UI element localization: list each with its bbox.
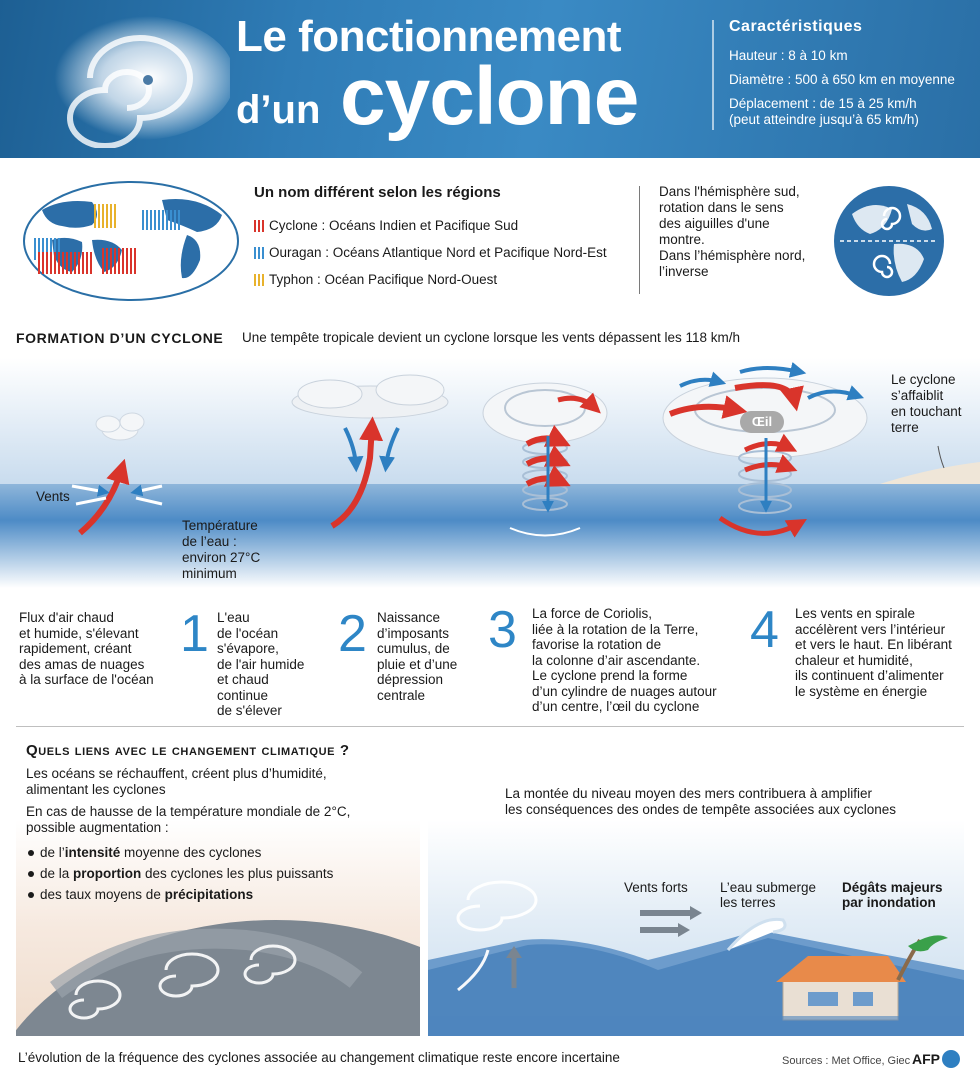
intro-line: à la surface de l'océan (19, 672, 154, 687)
hemi-line: l’inverse (659, 264, 709, 279)
name-ouragan (254, 245, 607, 260)
climate-paragraph-2 (26, 804, 350, 836)
intro-line: des amas de nuages (19, 656, 145, 672)
name-ouragan-label: Ouragan : Océans Atlantique Nord et Pacifique Nord-Est (269, 245, 607, 260)
temp-line: Température (182, 518, 258, 533)
step-line: cumulus, de (377, 641, 450, 656)
name-cyclone (254, 218, 518, 233)
bullet-post: moyenne des cyclones (120, 845, 262, 860)
bullet-bold: intensité (64, 845, 121, 860)
satellite-storm-icon (30, 8, 230, 148)
step-number-4: 4 (750, 601, 779, 659)
climate-line: En cas de hausse de la température mondiale de 2°C, (26, 804, 351, 819)
bullet-pre: de la (40, 866, 74, 881)
step-line: et chaud (217, 672, 269, 687)
name-typhon-label: Typhon : Océan Pacifique Nord-Ouest (269, 272, 498, 287)
weak-line: en touchant (891, 404, 962, 419)
sea-level-text (505, 786, 896, 818)
damage-line: par inondation (842, 895, 936, 910)
header-divider (712, 20, 714, 130)
title-line-2a: d’un (236, 88, 321, 132)
climate-surge-panel (428, 820, 964, 1036)
sea-line: les conséquences des ondes de tempête associées aux cyclones (505, 802, 896, 817)
step-line: La force de Coriolis, (532, 606, 653, 621)
hemi-line: Dans l'hémisphère sud, (659, 184, 800, 199)
globe-rotation-icon (832, 184, 946, 298)
climate-line: possible augmentation : (26, 820, 169, 835)
step-line: de l'océan (217, 625, 279, 641)
title-line-2b: cyclone (340, 51, 639, 142)
hemi-line: montre. (659, 232, 705, 247)
step-line: pluie et d’une (377, 656, 458, 672)
step-line: s'évapore, (217, 641, 279, 656)
temp-line: de l’eau : (182, 534, 237, 549)
afp-logo-text: AFP (912, 1051, 940, 1067)
step-line: chaleur et humidité, (795, 652, 913, 668)
sources-text: Sources : Met Office, Giec (782, 1055, 911, 1067)
water-submerge-label (720, 880, 816, 910)
step-line: ils continuent d’alimenter (795, 668, 944, 683)
hemisphere-text (659, 184, 839, 280)
step-line: de l'air humide (217, 656, 305, 672)
char-height: Hauteur : 8 à 10 km (729, 48, 848, 63)
step-line: accélèrent vers l’intérieur (795, 621, 946, 637)
hemi-line: Dans l’hémisphère nord, (659, 248, 806, 263)
bullet-bold: proportion (73, 866, 142, 881)
afp-logo (912, 1050, 960, 1068)
step-line: d’un centre, l’œil du cyclone (532, 699, 700, 714)
step-line: Le cyclone prend la forme (532, 668, 688, 683)
step-line: la colonne d’air ascendante. (532, 652, 701, 668)
water-line: les terres (720, 895, 776, 910)
bullet-dot-icon (28, 871, 34, 877)
step-1-text (217, 610, 304, 719)
red-stripe-icon (254, 220, 264, 232)
step-4-text (795, 606, 952, 699)
bullet-proportion (28, 866, 333, 881)
char-diameter: Diamètre : 500 à 650 km en moyenne (729, 72, 955, 87)
step-line: Les vents en spirale (795, 606, 916, 621)
climate-line: alimentant les cyclones (26, 782, 166, 797)
char-movement-note: (peut atteindre jusqu’à 65 km/h) (729, 112, 919, 127)
step-number-1: 1 (180, 605, 209, 663)
bullet-dot-icon (28, 892, 34, 898)
strong-winds-label: Vents forts (624, 880, 688, 895)
hemi-line: rotation dans le sens (659, 200, 784, 215)
intro-line: et humide, s'élevant (19, 625, 139, 641)
formation-subtitle: Une tempête tropicale devient un cyclone lorsque les vents dépassent les 118 km/h (242, 330, 741, 345)
step-number-3: 3 (488, 601, 517, 659)
intro-line: Flux d'air chaud (19, 610, 114, 625)
step-line: L'eau (217, 610, 250, 625)
temp-line: minimum (182, 566, 237, 581)
name-cyclone-label: Cyclone : Océans Indien et Pacifique Sud (269, 218, 519, 233)
step-line: de s'élever (217, 703, 282, 718)
afp-dot-icon (942, 1050, 960, 1068)
step-line: d’un cylindre de nuages autour (532, 683, 717, 699)
temp-line: environ 27°C (182, 550, 261, 565)
damage-line: Dégâts majeurs (842, 880, 943, 895)
vents-label: Vents (36, 489, 70, 504)
bullet-precipitation (28, 887, 253, 902)
world-map-icon (22, 180, 240, 302)
weak-line: Le cyclone (891, 372, 956, 387)
step-3-text (532, 606, 717, 715)
bullet-intensity (28, 845, 261, 860)
names-divider (639, 186, 640, 294)
title-line-1: Le fonctionnement (236, 12, 622, 61)
formation-scene (0, 358, 980, 588)
step-line: continue (217, 687, 269, 703)
climate-line: Les océans se réchauffent, créent plus d’humidité, (26, 766, 327, 781)
step-line: le système en énergie (795, 683, 928, 699)
step-line: Naissance (377, 610, 441, 625)
bullet-dot-icon (28, 850, 34, 856)
storm-surge-illustration (428, 820, 964, 1036)
water-line: L’eau submerge (720, 880, 817, 895)
formation-title: FORMATION D’UN CYCLONE (16, 330, 224, 346)
step-line: dépression (377, 672, 444, 687)
water-temperature-label (182, 518, 302, 582)
step-number-2: 2 (338, 605, 367, 663)
step-line: liée à la rotation de la Terre, (532, 621, 699, 637)
climate-paragraph-1 (26, 766, 327, 798)
bullet-bold: précipitations (164, 887, 254, 902)
sea-line: La montée du niveau moyen des mers contribuera à amplifier (505, 786, 872, 801)
step-2-text (377, 610, 457, 703)
footer-note: L’évolution de la fréquence des cyclones associée au changement climatique reste encore incertaine (18, 1050, 620, 1065)
step-line: d’imposants (377, 625, 450, 641)
char-movement: Déplacement : de 15 à 25 km/h (729, 96, 917, 111)
step-line: et vers le haut. En libérant (795, 637, 952, 652)
weak-line: terre (891, 420, 919, 435)
header-banner (0, 0, 980, 158)
hemi-line: des aiguilles d'une (659, 216, 770, 231)
intro-text (19, 610, 154, 688)
name-typhon (254, 272, 497, 287)
intro-line: rapidement, créant (19, 641, 132, 656)
weakens-label (891, 372, 980, 436)
section-divider (16, 726, 964, 727)
names-title: Un nom différent selon les régions (254, 184, 501, 201)
bullet-pre: des taux moyens de (40, 887, 165, 902)
bullet-post: des cyclones les plus puissants (141, 866, 334, 881)
bullet-pre: de l’ (40, 845, 65, 860)
eye-label: Œil (740, 411, 784, 433)
damage-label (842, 880, 943, 910)
step-line: centrale (377, 687, 426, 703)
yellow-stripe-icon (254, 274, 264, 286)
climate-title: Quels liens avec le changement climatique ? (26, 742, 350, 759)
weak-line: s’affaiblit (891, 388, 944, 403)
step-line: favorise la rotation de (532, 637, 662, 652)
characteristics-title: Caractéristiques (729, 18, 863, 35)
blue-stripe-icon (254, 247, 264, 259)
